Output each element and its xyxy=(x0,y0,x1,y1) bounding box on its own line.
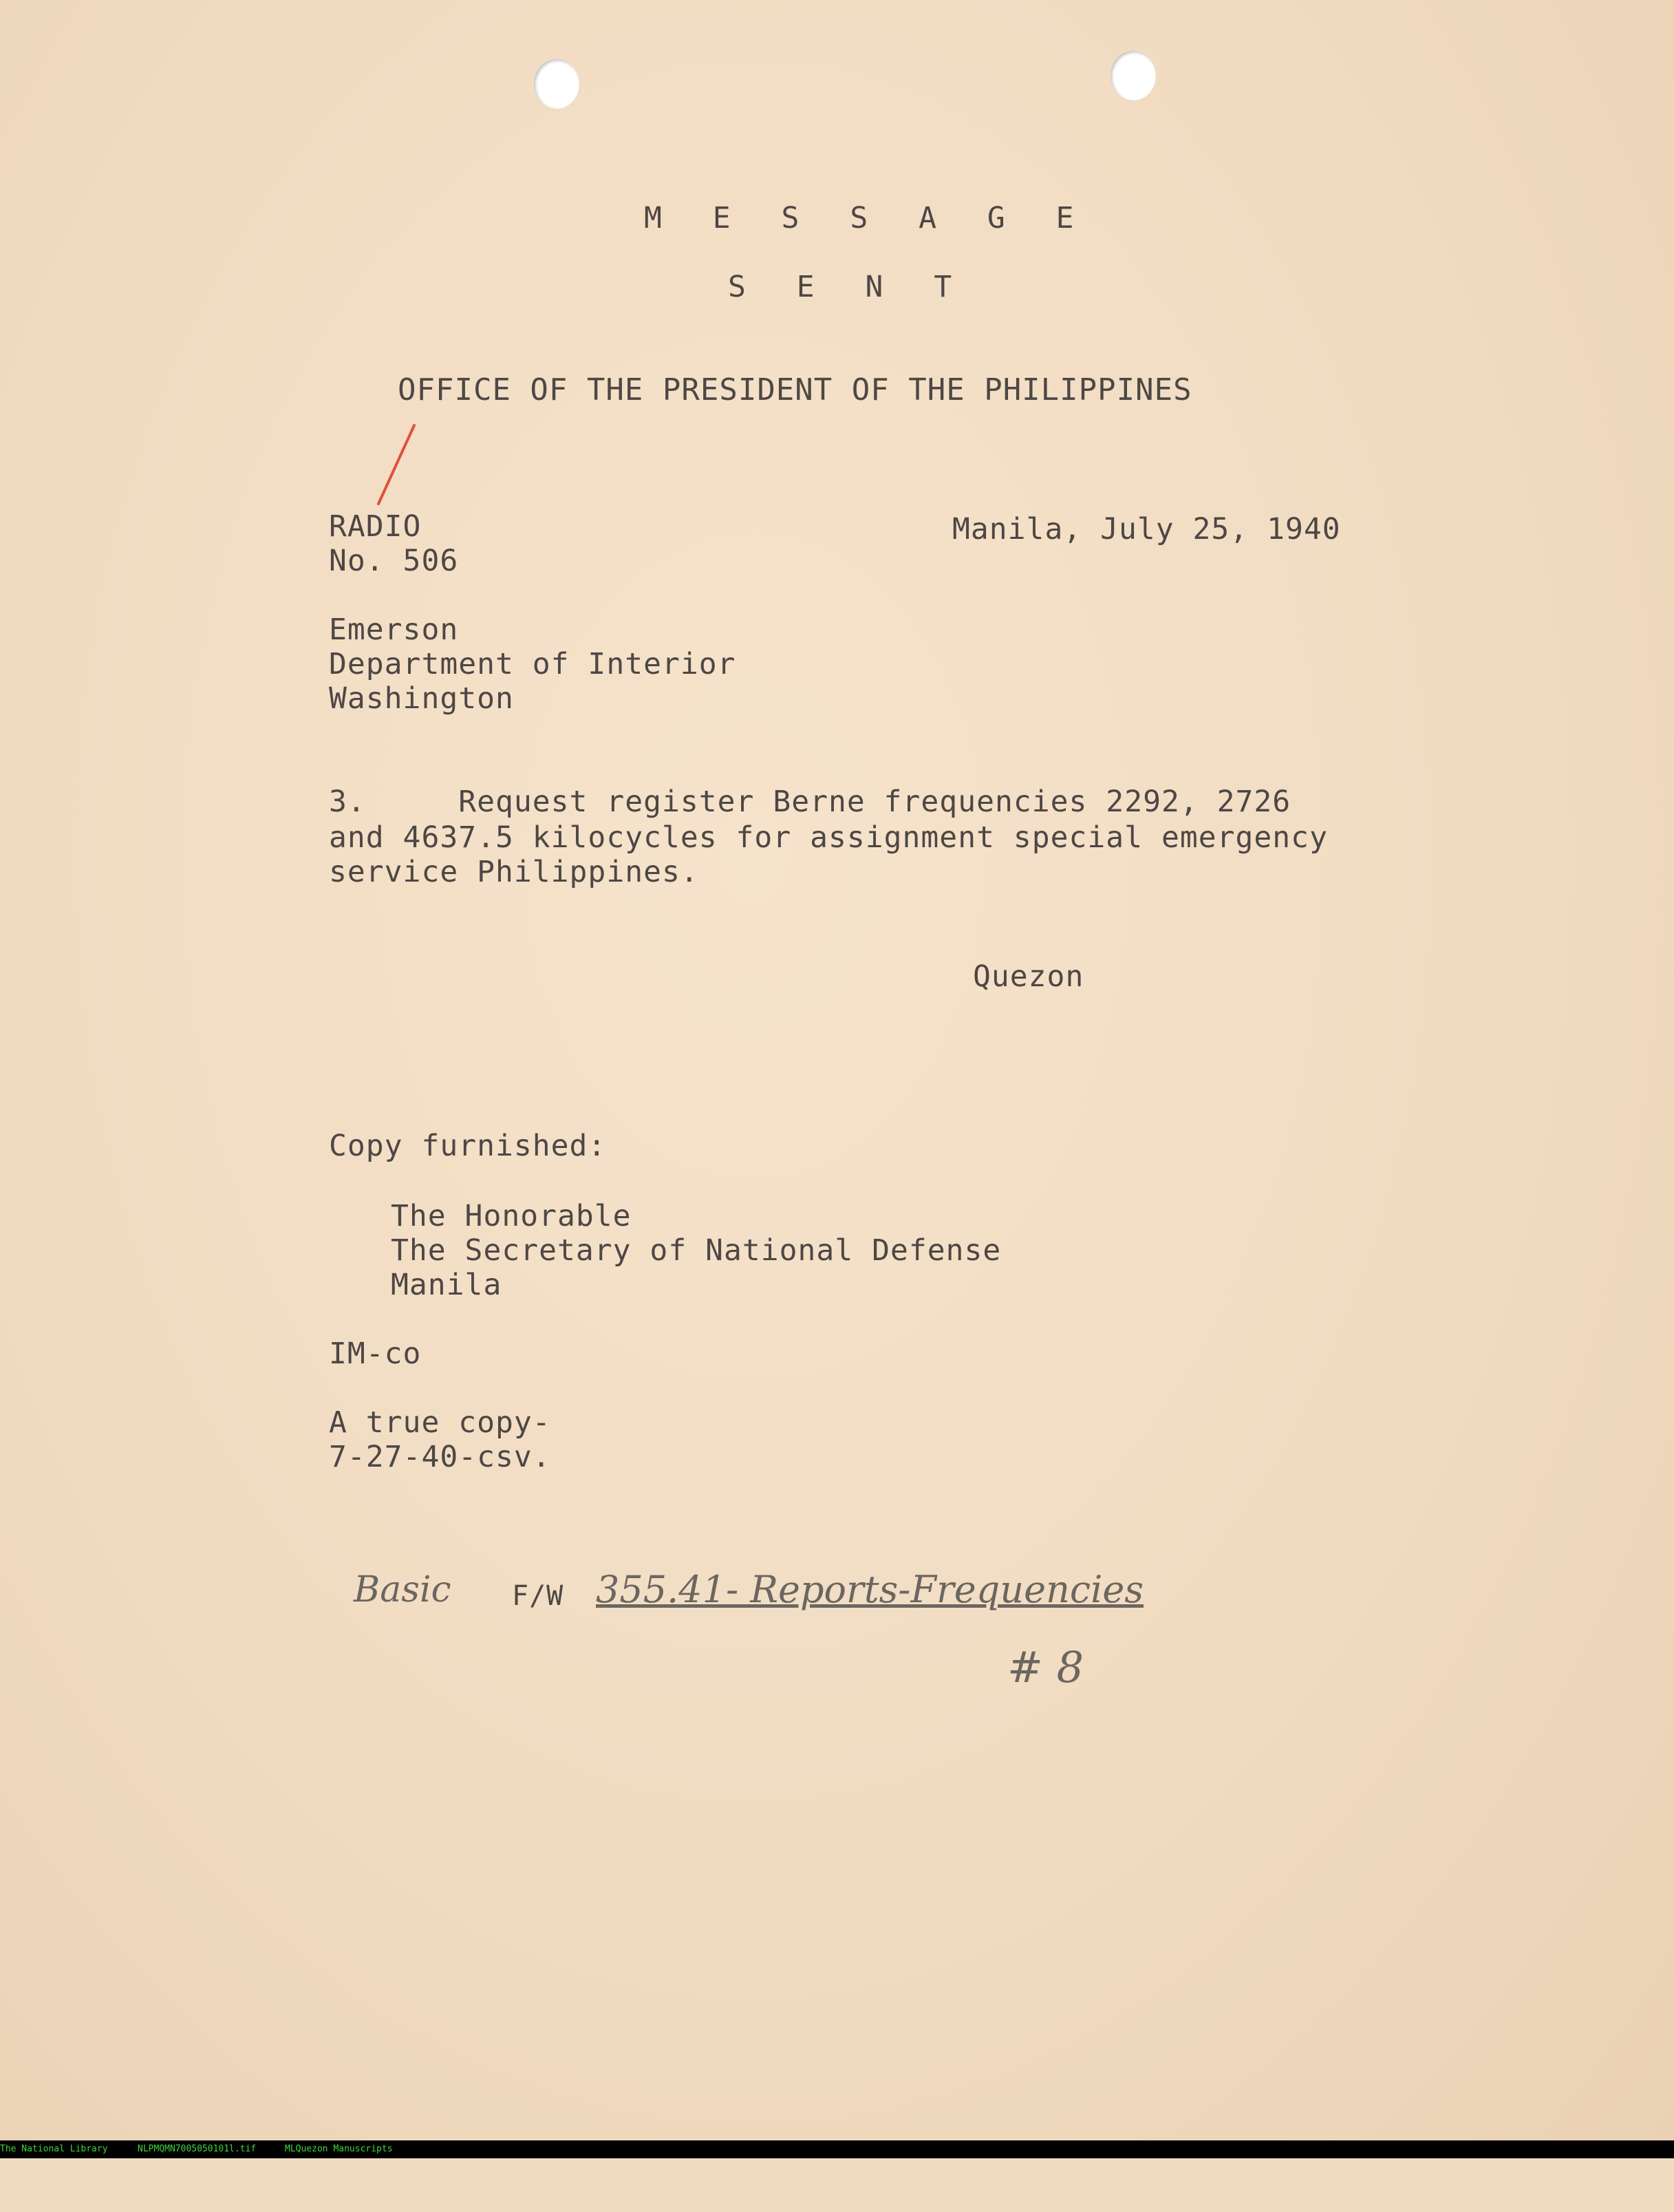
footer-collection: MLQuezon Manuscripts xyxy=(285,2144,393,2154)
initials: IM-co xyxy=(329,1337,422,1371)
message-type: RADIO xyxy=(329,509,422,544)
copy-label: Copy furnished: xyxy=(329,1129,607,1163)
copy-line-1: The Honorable xyxy=(391,1199,632,1233)
place-date: Manila, July 25, 1940 xyxy=(952,512,1341,546)
header-message: M E S S A G E xyxy=(644,201,1091,235)
addressee-department: Department of Interior xyxy=(329,647,736,681)
punch-hole-right xyxy=(1110,51,1156,100)
addressee-city: Washington xyxy=(329,681,514,716)
copy-line-2: The Secretary of National Defense xyxy=(391,1233,1002,1268)
red-pencil-mark xyxy=(365,420,420,509)
handwritten-number: # 8 xyxy=(1007,1642,1084,1692)
footer-library: The National Library xyxy=(0,2144,108,2154)
archive-footer xyxy=(0,2140,1674,2158)
header-sent: S E N T xyxy=(728,270,969,304)
true-copy-line-2: 7-27-40-csv. xyxy=(329,1440,551,1474)
true-copy-line-1: A true copy- xyxy=(329,1405,551,1440)
handwritten-basic: Basic xyxy=(354,1569,451,1610)
body-line-2: and 4637.5 kilocycles for assignment special emergency xyxy=(329,820,1328,855)
copy-line-3: Manila xyxy=(391,1268,502,1302)
signature: Quezon xyxy=(973,959,1084,994)
footer-file: NLPMQMN7005050101l.tif xyxy=(138,2144,257,2154)
handwritten-file-reference: 355.41- Reports-Frequencies xyxy=(596,1568,1144,1611)
message-number: No. 506 xyxy=(329,544,459,578)
body-line-1: 3. Request register Berne frequencies 2292, 2726 xyxy=(329,785,1291,819)
punch-hole-left xyxy=(534,59,579,109)
fw-stamp: F/W xyxy=(512,1580,564,1612)
addressee-name: Emerson xyxy=(329,613,459,647)
office-title: OFFICE OF THE PRESIDENT OF THE PHILIPPINES xyxy=(398,372,1192,407)
body-line-3: service Philippines. xyxy=(329,855,699,889)
